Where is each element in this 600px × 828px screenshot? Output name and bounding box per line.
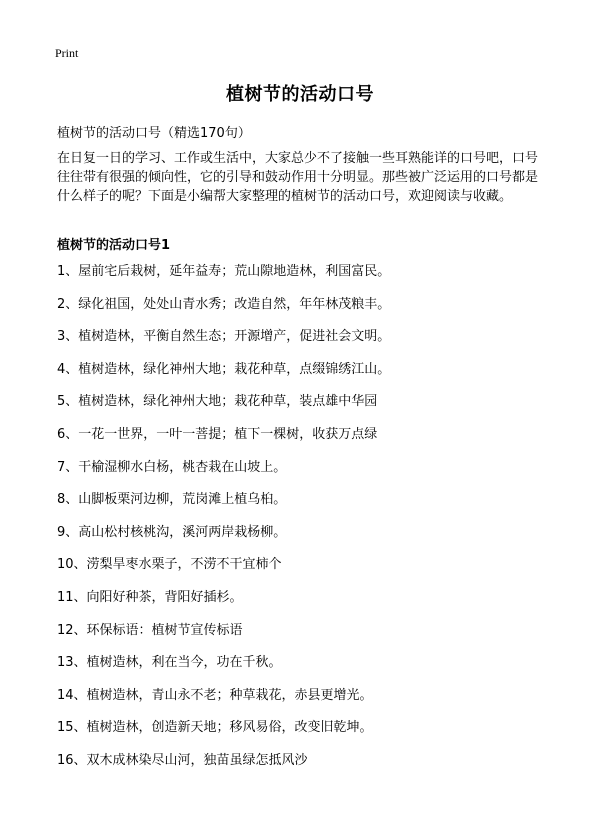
slogan-item: 16、双木成林染尽山河，独苗虽绿怎抵风沙 bbox=[57, 752, 308, 768]
print-link[interactable]: Print bbox=[55, 46, 79, 60]
document-subtitle: 植树节的活动口号（精选170句） bbox=[57, 126, 251, 141]
slogan-item: 14、植树造林，青山永不老；种草栽花，赤县更增光。 bbox=[57, 687, 373, 703]
slogan-item: 6、一花一世界，一叶一菩提；植下一棵树，收获万点绿 bbox=[57, 426, 378, 442]
slogan-item: 13、植树造林，利在当今，功在千秋。 bbox=[57, 655, 282, 671]
slogan-item: 5、植树造林，绿化神州大地；栽花种草，装点雄中华园 bbox=[57, 394, 378, 410]
slogan-item: 3、植树造林，平衡自然生态；开源增产，促进社会文明。 bbox=[57, 329, 391, 345]
slogan-item: 12、环保标语：植树节宣传标语 bbox=[57, 622, 243, 638]
intro-paragraph: 在日复一日的学习、工作或生活中，大家总少不了接触一些耳熟能详的口号吧，口号往往带有很强的倾向性，它的引导和鼓动作用十分明显。那些被广泛运用的口号都是什么样子的呢？下面是小编帮大家整理的植树节的活动口号，欢迎阅读与收藏。 bbox=[57, 151, 539, 204]
slogan-item: 10、涝梨旱枣水栗子，不涝不干宜柿个 bbox=[57, 557, 282, 573]
slogan-item: 15、植树造林，创造新天地；移风易俗，改变旧乾坤。 bbox=[57, 720, 373, 736]
slogan-list bbox=[57, 262, 557, 784]
slogan-item: 9、高山松村核桃沟，溪河两岸栽杨柳。 bbox=[57, 524, 287, 540]
slogan-item: 8、山脚板栗河边柳，荒岗滩上植乌桕。 bbox=[57, 492, 287, 508]
slogan-item: 7、干榆湿柳水白杨，桃杏栽在山坡上。 bbox=[57, 459, 287, 475]
slogan-item: 11、向阳好种茶，背阳好插杉。 bbox=[57, 589, 243, 605]
slogan-item: 2、绿化祖国，处处山青水秀；改造自然，年年林茂粮丰。 bbox=[57, 296, 391, 312]
section-heading: 植树节的活动口号1 bbox=[57, 238, 171, 253]
slogan-item: 1、屋前宅后栽树，延年益寿；荒山隙地造林，利国富民。 bbox=[57, 264, 391, 279]
page-title: 植树节的活动口号 bbox=[226, 84, 374, 105]
slogan-item: 4、植树造林，绿化神州大地；栽花种草，点缀锦绣江山。 bbox=[57, 361, 391, 377]
